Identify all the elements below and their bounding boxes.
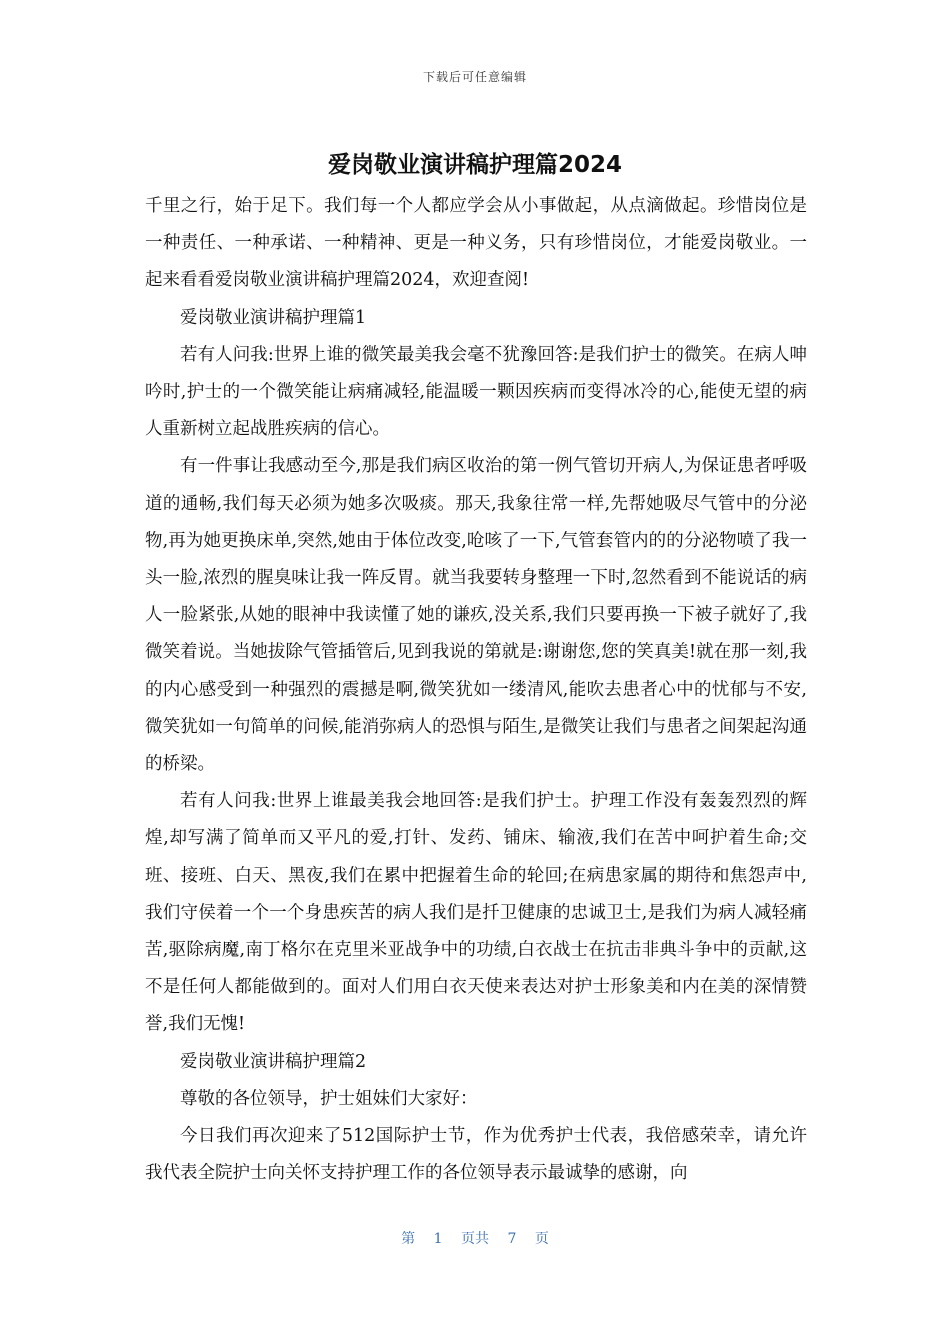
page-footer [0, 1228, 950, 1248]
section-1-paragraph-3: 若有人问我:世界上谁最美我会地回答:是我们护士。护理工作没有轰轰烈烈的辉煌,却写满了简单而又平凡的爱,打针、发药、铺床、输液,我们在苦中呵护着生命;交班、接班、白天、黑夜,我们在累中把握着生命的轮回;在病患家属的期待和焦怨声中,我们守侯着一个一个身患疾苦的病人我们是扦卫健康的忠诚卫士,是我们为病人减轻痛苦,驱除病魔,南丁格尔在克里米亚战争中的功绩,白衣战士在抗击非典斗争中的贡献,这不是任何人都能做到的。面对人们用白衣天使来表达对护士形象美和内在美的深情赞誉,我们无愧! [145, 791, 807, 1035]
footer-label-pre: 第 [401, 1231, 416, 1247]
footer-label-mid: 页共 [461, 1231, 489, 1247]
footer-label-post: 页 [534, 1231, 549, 1247]
section-1-paragraph-2: 有一件事让我感动至今,那是我们病区收治的第一例气管切开病人,为保证患者呼吸道的通畅,我们每天必须为她多次吸痰。那天,我象往常一样,先帮她吸尽气管中的分泌物,再为她更换床单,突然,她由于体位改变,呛咳了一下,气管套管内的的分泌物喷了我一头一脸,浓烈的腥臭味让我一阵反胃。就当我要转身整理一下时,忽然看到不能说话的病人一脸紧张,从她的眼神中我读懂了她的谦疚,没关系,我们只要再换一下被子就好了,我微笑着说。当她拔除气管插管后,见到我说的第就是:谢谢您,您的笑真美!就在那一刻,我的内心感受到一种强烈的震撼是啊,微笑犹如一缕清风,能吹去患者心中的忧郁与不安,微笑犹如一句简单的问候,能消弥病人的恐惧与陌生,是微笑让我们与患者之间架起沟通的桥梁。 [145, 456, 807, 775]
section-1-paragraph-1: 若有人问我:世界上谁的微笑最美我会毫不犹豫回答:是我们护士的微笑。在病人呻吟时,护士的一个微笑能让病痛减轻,能温暖一颗因疾病而变得冰冷的心,能使无望的病人重新树立起战胜疾病的信心。 [145, 344, 807, 440]
document-title: 爱岗敬业演讲稿护理篇2024 [327, 152, 622, 178]
section-2-paragraph-1: 尊敬的各位领导，护士姐妹们大家好： [180, 1088, 478, 1109]
section-2-paragraph-2: 今日我们再次迎来了512国际护士节，作为优秀护士代表，我倍感荣幸，请允许我代表全院护士向关怀支持护理工作的各位领导表示最诚挚的感谢，向 [145, 1126, 807, 1184]
intro-paragraph: 千里之行，始于足下。我们每一个人都应学会从小事做起，从点滴做起。珍惜岗位是一种责任、一种承诺、一种精神、更是一种义务，只有珍惜岗位，才能爱岗敬业。一起来看看爱岗敬业演讲稿护理篇2024，欢迎查阅! [145, 196, 807, 291]
document-body [145, 188, 807, 1192]
section-heading-1: 爱岗敬业演讲稿护理篇1 [180, 307, 367, 328]
header-note: 下载后可任意编辑 [422, 70, 527, 84]
footer-page-current: 1 [433, 1231, 443, 1247]
section-heading-2: 爱岗敬业演讲稿护理篇2 [180, 1051, 367, 1072]
footer-page-total: 7 [507, 1231, 517, 1247]
